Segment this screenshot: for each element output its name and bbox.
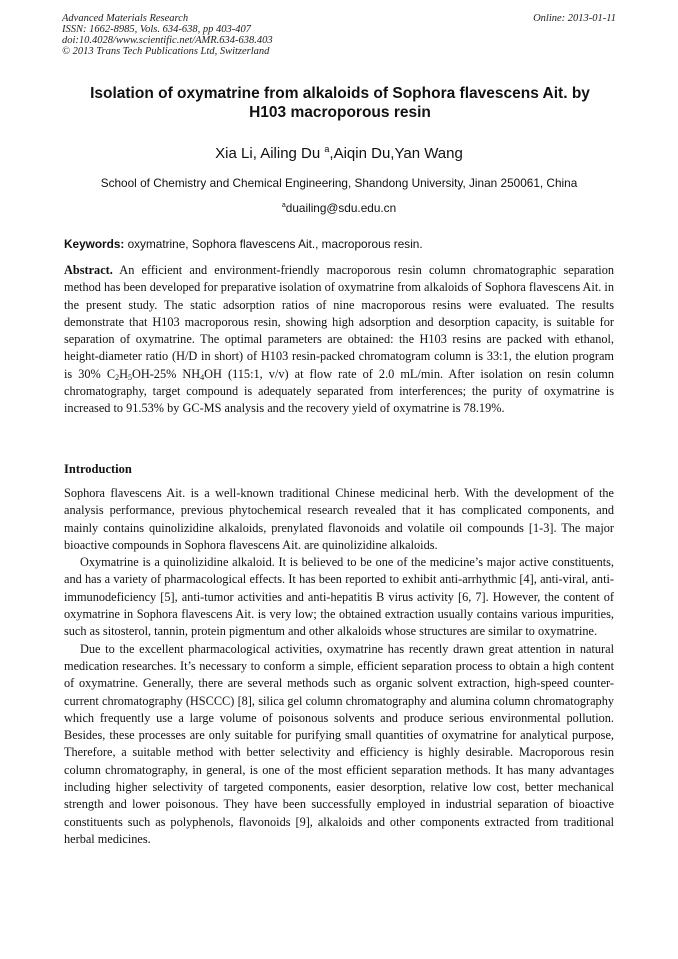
- author-superscript: a: [324, 144, 330, 154]
- author-list: [64, 140, 614, 163]
- issn-line: ISSN: 1662-8985, Vols. 634-638, pp 403-407: [62, 24, 251, 35]
- abstract-sub-3: 4: [200, 372, 205, 382]
- intro-paragraph-3: Due to the excellent pharmacological activities, oxymatrine has recently drawn great attention in natural medication researches. It’s necessary to conform a simple, efficient separation process to obtain a high content of oxymatrine. Generally, there are several methods such as organic solvent extraction, high-speed counter-current chromatography (HSCCC) [8], silica gel column chromatography and alumina column chromatography which frequently use a large volume of poisonous solvents and produce serious environmental pollution. Besides, these processes are only suitable for purifying small quantities of oxymatrine for analytical purpose, Therefore, a suitable method with better selectivity and efficiency is highly desirable. Macroporous resin column chromatography, in general, is one of the most efficient separation methods. It has many advantages including higher selectivity of targeted components, easier desorption, relative low cost, better mechanical strength and lower poisonous. They have been successfully employed in industrial separation of bioactive constituents such as polyphenols, flavonoids [9], alkaloids and other components extracted from traditional herbal medicines.: [64, 641, 614, 846]
- keywords-text: oxymatrine, Sophora flavescens Ait., macroporous resin.: [124, 237, 423, 251]
- keywords: [64, 237, 614, 252]
- authors-part-2: ,Aiqin Du,Yan Wang: [329, 145, 463, 162]
- introduction-body: [64, 485, 614, 848]
- online-date: Online: 2013-01-11: [533, 13, 616, 24]
- authors-part-1: Xia Li, Ailing Du: [215, 145, 325, 162]
- keywords-label: Keywords:: [64, 237, 125, 251]
- intro-paragraph-1: Sophora flavescens Ait. is a well-known traditional Chinese medicinal herb. With the development of the analysis performance, previous phytochemical research revealed that it has complicated components, and mainly contains quinolizidine alkaloids, prenylated flavonoids and volatile oil compounds [1-3]. The major bioactive compounds in Sophora flavescens Ait. are quinolizidine alkaloids.: [64, 486, 614, 552]
- abstract-sub-2: 5: [127, 372, 132, 382]
- title-line-2: H103 macroporous resin: [249, 104, 431, 121]
- copyright-line: © 2013 Trans Tech Publications Ltd, Switzerland: [62, 46, 270, 57]
- journal-name: Advanced Materials Research: [62, 13, 189, 24]
- abstract: [64, 262, 614, 418]
- journal-header: [62, 13, 273, 57]
- abstract-label: Abstract.: [64, 263, 113, 277]
- abstract-text-4: OH (115:1, v/v) at flow rate of 2.0 mL/min. After isolation on resin column chromatography, target compound is adequately separated from interferences; the purity of oxymatrine is increased to 91.53% by GC-MS analysis and the recovery yield of oxymatrine is 78.19%.: [64, 366, 615, 416]
- doi-line: doi:10.4028/www.scientific.net/AMR.634-638.403: [62, 35, 273, 46]
- abstract-sub-1: 2: [115, 372, 120, 382]
- email-address: duailing@sdu.edu.cn: [285, 201, 397, 215]
- abstract-text-2: H: [119, 366, 128, 381]
- introduction-heading: Introduction: [64, 462, 132, 476]
- affiliation: School of Chemistry and Chemical Engineering, Shandong University, Jinan 250061, China: [100, 176, 578, 190]
- title-line-1: Isolation of oxymatrine from alkaloids of Sophora flavescens Ait. by: [90, 85, 590, 102]
- intro-paragraph-2: Oxymatrine is a quinolizidine alkaloid. It is believed to be one of the medicine’s major active constituents, and has a variety of pharmacological effects. It has been reported to exhibit anti-arrhythmic [4], anti-viral, anti-immunodeficiency [5], anti-tumor activities and anti-hepatitis B virus activity [6, 7]. However, the content of oxymatrine in Sophora flavescens Ait. is very low; the obtained extraction usually contains various impurities, such as sitosterol, tannin, protein pigmentum and other alkaloids whose structures are similar to oxymatrine.: [64, 555, 614, 639]
- email-superscript: a: [281, 202, 286, 209]
- corresponding-email: [64, 198, 614, 216]
- abstract-text-1: An efficient and environment-friendly macroporous resin column chromatographic separation method has been developed for preparative isolation of oxymatrine from alkaloids of Sophora flavescens Ait. in the present study. The static adsorption ratios of nine macroporous resins were evaluated. The results demonstrate that H103 macroporous resin, showing high adsorption and desorption capacity, is suitable for separation of oxymatrine. The optimal parameters are obtained: the H103 resins are packed with ethanol, height-diameter ratio (H/D in short) of H103 resin-packed chromatogram column is 33:1, the elution program is 30% C: [64, 263, 614, 381]
- paper-title: [70, 84, 610, 122]
- abstract-text-3: OH-25% NH: [131, 366, 201, 381]
